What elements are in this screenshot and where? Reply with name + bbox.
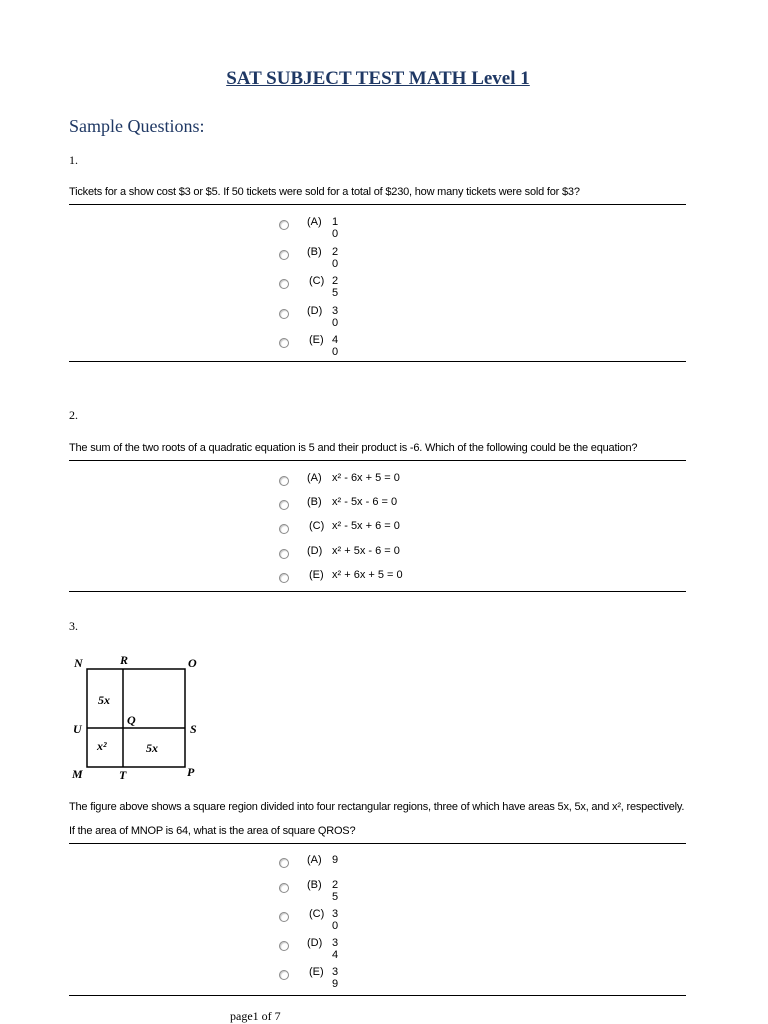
q2-option-c-value: x² - 5x + 6 = 0 (332, 520, 400, 532)
q3-option-a-letter: (A) (307, 854, 322, 866)
label-r: R (120, 653, 129, 667)
q1-option-e-letter: (E) (309, 334, 324, 346)
q1-option-a-radio[interactable] (279, 220, 289, 230)
q3-option-c-letter: (C) (309, 908, 325, 920)
q3-option-e-value: 39 (332, 966, 339, 990)
q2-option-c-letter: (C) (309, 520, 325, 532)
q2-option-d-radio[interactable] (279, 549, 289, 559)
q1-option-d-letter: (D) (307, 305, 323, 317)
q1-option-e-value: 40 (332, 334, 339, 358)
q3-option-b-radio[interactable] (279, 883, 289, 893)
q3-option-e-letter: (E) (309, 966, 324, 978)
q3-option-a-radio[interactable] (279, 858, 289, 868)
question-3-stem-line-1: The figure above shows a square region divided into four rectangular regions, three of which have areas 5x, 5x, and x², respectively. (69, 801, 685, 813)
q3-option-a-value: 9 (332, 854, 339, 866)
q3-option-d-radio[interactable] (279, 941, 289, 951)
q1-option-d-radio[interactable] (279, 309, 289, 319)
area-label-corner: x² (97, 739, 107, 753)
q2-option-b-letter: (B) (307, 496, 322, 508)
label-m: M (72, 767, 83, 781)
label-n: N (74, 656, 83, 670)
question-1-number: 1. (69, 153, 78, 167)
q1-option-b-value: 20 (332, 246, 339, 270)
q2-option-c-radio[interactable] (279, 524, 289, 534)
question-3-number: 3. (69, 619, 78, 633)
q3-option-c-value: 30 (332, 908, 339, 932)
q1-option-a-value: 10 (332, 216, 339, 240)
question-1-top-rule (69, 204, 686, 205)
q1-option-b-radio[interactable] (279, 250, 289, 260)
question-2-bottom-rule (69, 591, 686, 592)
q3-option-d-value: 34 (332, 937, 339, 961)
question-2-number: 2. (69, 408, 78, 422)
label-t: T (119, 768, 127, 782)
area-label-top: 5x (98, 693, 110, 707)
question-1-stem: Tickets for a show cost $3 or $5. If 50 tickets were sold for a total of $230, how many tickets were sold for $3? (69, 186, 580, 198)
label-s: S (190, 722, 197, 736)
section-heading: Sample Questions: (69, 116, 205, 136)
question-3-stem-line-2: If the area of MNOP is 64, what is the area of square QROS? (69, 825, 356, 837)
q1-option-b-letter: (B) (307, 246, 322, 258)
label-q: Q (127, 713, 136, 727)
q3-option-d-letter: (D) (307, 937, 323, 949)
q2-option-b-value: x² - 5x - 6 = 0 (332, 496, 398, 508)
label-o: O (188, 656, 197, 670)
square-figure (66, 652, 206, 784)
q3-option-e-radio[interactable] (279, 970, 289, 980)
page-title: SAT SUBJECT TEST MATH Level 1 (226, 68, 530, 89)
question-1-bottom-rule (69, 361, 686, 362)
area-label-right: 5x (146, 741, 158, 755)
q2-option-a-radio[interactable] (279, 476, 289, 486)
q1-option-c-value: 25 (332, 275, 339, 299)
q1-option-c-letter: (C) (309, 275, 325, 287)
q1-option-c-radio[interactable] (279, 279, 289, 289)
q2-option-d-letter: (D) (307, 545, 323, 557)
q2-option-a-value: x² - 6x + 5 = 0 (332, 472, 400, 484)
q1-option-d-value: 30 (332, 305, 339, 329)
q2-option-d-value: x² + 5x - 6 = 0 (332, 545, 400, 557)
q2-option-e-value: x² + 6x + 5 = 0 (332, 569, 403, 581)
question-3-top-rule (69, 843, 686, 844)
q2-option-e-radio[interactable] (279, 573, 289, 583)
q1-option-a-letter: (A) (307, 216, 322, 228)
q3-option-b-value: 25 (332, 879, 339, 903)
page-footer: page1 of 7 (230, 1009, 281, 1023)
label-u: U (73, 722, 82, 736)
question-2-top-rule (69, 460, 686, 461)
q2-option-b-radio[interactable] (279, 500, 289, 510)
q1-option-e-radio[interactable] (279, 338, 289, 348)
question-2-stem: The sum of the two roots of a quadratic equation is 5 and their product is -6. Which of the following could be the equation? (69, 442, 638, 454)
q2-option-e-letter: (E) (309, 569, 324, 581)
q3-option-b-letter: (B) (307, 879, 322, 891)
q3-option-c-radio[interactable] (279, 912, 289, 922)
label-p: P (187, 765, 195, 779)
question-3-bottom-rule (69, 995, 686, 996)
q2-option-a-letter: (A) (307, 472, 322, 484)
